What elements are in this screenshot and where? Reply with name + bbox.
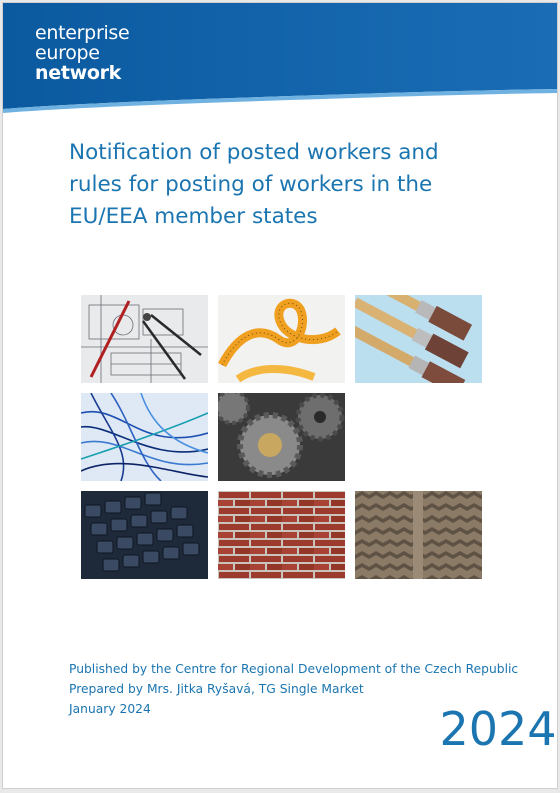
logo-line-europe: europe [35,42,100,64]
tire-tracks-image [355,491,482,579]
cables-image [81,393,208,481]
enterprise-europe-network-logo [35,23,129,83]
publication-info [69,659,518,719]
keyboard-image [81,491,208,579]
paint-brushes-image [355,295,482,383]
logo-line-enterprise: enterprise [35,22,130,44]
publication-date: January 2024 [69,702,151,716]
measuring-tape-image [218,295,345,383]
logo-line-network: network [35,62,122,84]
published-by-line: Published by the Centre for Regional Development of the Czech Republic [69,662,519,676]
header-banner [3,3,558,115]
year-label: 2024 [439,702,557,756]
technical-drawing-image [81,295,208,383]
gears-image [218,393,345,481]
document-title: Notification of posted workers and rules for posting of workers in the EU/EEA member states [69,140,439,229]
prepared-by-line: Prepared by Mrs. Jitka Ryšavá, TG Single Market [69,682,364,696]
document-cover-page [2,2,558,789]
brick-wall-image [218,491,345,579]
